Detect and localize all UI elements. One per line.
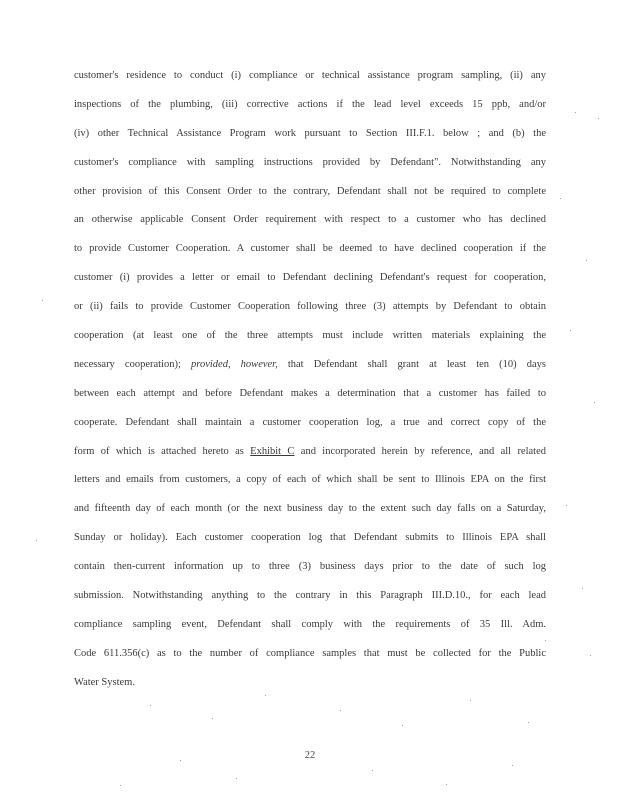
scan-speck bbox=[570, 330, 571, 331]
scan-speck bbox=[582, 588, 583, 589]
text-line: customer's compliance with sampling instructions provided by Defendant". Notwithstanding any bbox=[74, 156, 546, 168]
scan-speck bbox=[265, 695, 266, 696]
scan-speck bbox=[528, 722, 529, 723]
text-segment: that Defendant shall grant at least ten (10) days bbox=[277, 358, 547, 370]
text-line: letters and emails from customers, a copy of each of which shall be sent to Illinois EPA on the first bbox=[74, 474, 546, 486]
text-line: submission. Notwithstanding anything to the contrary in this Paragraph III.D.10., for each lead bbox=[74, 590, 546, 602]
text-line: contain then-current information up to three (3) business days prior to the date of such log bbox=[74, 561, 546, 573]
scan-speck bbox=[372, 770, 373, 771]
scan-speck bbox=[470, 700, 471, 701]
text-line: customer (i) provides a letter or email to Defendant declining Defendant's request for cooperation, bbox=[74, 272, 546, 284]
scan-speck bbox=[575, 112, 576, 113]
text-line: Water System. bbox=[74, 676, 135, 688]
body-paragraph bbox=[74, 66, 546, 702]
text-line: Code 611.356(c) as to the number of compliance samples that must be collected for the Public bbox=[74, 647, 546, 659]
scan-speck bbox=[36, 540, 37, 541]
text-line: customer's residence to conduct (i) compliance or technical assistance program sampling, (ii) any bbox=[74, 70, 546, 81]
scan-speck bbox=[180, 760, 181, 761]
text-segment: form of which is attached hereto as bbox=[74, 445, 251, 457]
text-line: or (ii) fails to provide Customer Cooperation following three (3) attempts by Defendant to obtain bbox=[74, 301, 546, 313]
scan-speck bbox=[236, 778, 237, 779]
scan-speck bbox=[566, 505, 567, 506]
text-line: (iv) other Technical Assistance Program work pursuant to Section III.F.1. below ; and (b) the bbox=[74, 127, 546, 139]
scan-speck bbox=[545, 640, 546, 641]
scan-speck bbox=[512, 765, 513, 766]
text-line bbox=[74, 355, 546, 384]
scan-speck bbox=[560, 198, 561, 199]
scan-speck bbox=[586, 260, 587, 261]
text-segment: and incorporated herein by reference, and all related bbox=[294, 445, 547, 457]
scan-speck bbox=[446, 784, 447, 785]
page-number: 22 bbox=[304, 750, 316, 761]
text-line: Sunday or holiday). Each customer cooperation log that Defendant submits to Illinois EPA shall bbox=[74, 532, 546, 544]
scan-speck bbox=[340, 710, 341, 711]
text-line: cooperate. Defendant shall maintain a customer cooperation log, a true and correct copy of the bbox=[74, 416, 546, 428]
scan-speck bbox=[150, 705, 151, 706]
exhibit-c-reference: Exhibit C bbox=[250, 445, 295, 457]
scan-speck bbox=[594, 402, 595, 403]
text-segment: necessary cooperation); bbox=[74, 358, 192, 370]
text-line: to provide Customer Cooperation. A customer shall be deemed to have declined cooperation if the bbox=[74, 243, 546, 255]
text-line: inspections of the plumbing, (iii) corrective actions if the lead level exceeds 15 ppb, and/or bbox=[74, 98, 546, 110]
scan-speck bbox=[212, 718, 213, 719]
text-line: an otherwise applicable Consent Order requirement with respect to a customer who has declined bbox=[74, 214, 546, 226]
text-line: cooperation (at least one of the three attempts must include written materials explaining the bbox=[74, 330, 546, 342]
scan-speck bbox=[598, 118, 599, 119]
text-line: between each attempt and before Defendant makes a determination that a customer has failed to bbox=[74, 387, 546, 399]
scan-speck bbox=[402, 725, 403, 726]
scan-speck bbox=[590, 655, 591, 656]
text-line bbox=[74, 442, 546, 471]
text-line: compliance sampling event, Defendant shall comply with the requirements of 35 Ill. Adm. bbox=[74, 618, 546, 630]
emphasis-provided-however: provided, however, bbox=[191, 358, 278, 370]
text-line: and fifteenth day of each month (or the next business day to the extent such day falls on a Saturday, bbox=[74, 503, 546, 515]
scan-speck bbox=[42, 300, 43, 301]
text-line: other provision of this Consent Order to the contrary, Defendant shall not be required to complete bbox=[74, 185, 546, 197]
scan-speck bbox=[120, 785, 121, 786]
